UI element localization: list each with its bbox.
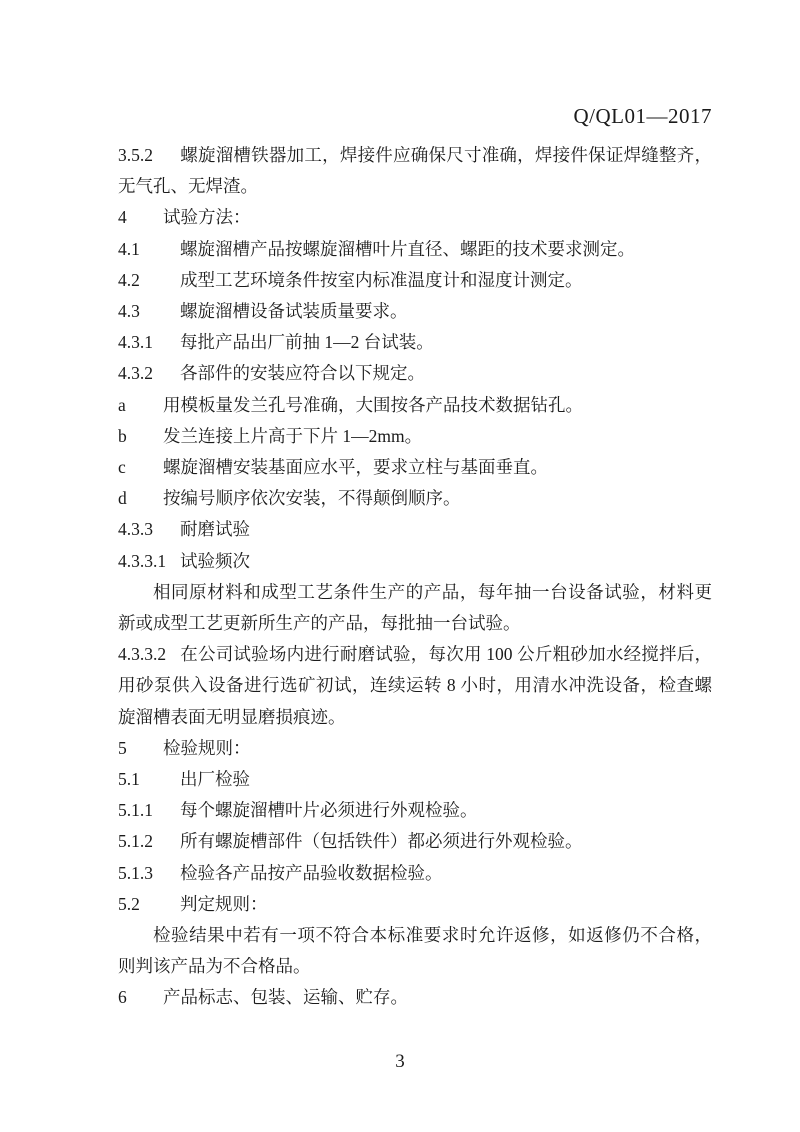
- clause-paragraph: [118, 982, 712, 1013]
- clause-number: d: [118, 488, 127, 509]
- clause-text: 每个螺旋溜槽叶片必须进行外观检验。: [180, 800, 478, 821]
- clause-number: 4.3.3.2: [118, 644, 167, 665]
- clause-text: 螺旋溜槽安装基面应水平，要求立柱与基面垂直。: [163, 457, 548, 478]
- clause-paragraph: [118, 140, 712, 202]
- clause-text: 各部件的安装应符合以下规定。: [180, 363, 425, 384]
- clause-number: 4: [118, 207, 127, 228]
- clause-paragraph: [118, 826, 712, 857]
- clause-text: 成型工艺环境条件按室内标准温度计和湿度计测定。: [180, 269, 583, 290]
- clause-number: 6: [118, 987, 127, 1008]
- clause-paragraph: [118, 795, 712, 826]
- clause-paragraph: [118, 358, 712, 389]
- clause-paragraph: [118, 889, 712, 920]
- clause-number: 4.2: [118, 269, 140, 290]
- clause-paragraph: [118, 202, 712, 233]
- clause-text: 所有螺旋槽部件（包括铁件）都必须进行外观检验。: [180, 831, 583, 852]
- clause-number: 4.3.3.1: [118, 550, 167, 571]
- clause-paragraph: [118, 858, 712, 889]
- clause-number: b: [118, 425, 127, 446]
- clause-number: 5.1.2: [118, 831, 153, 852]
- clause-paragraph: [118, 483, 712, 514]
- clause-text: 用模板量发兰孔号准确，大围按各产品技术数据钻孔。: [163, 394, 583, 415]
- clause-paragraph: [118, 390, 712, 421]
- clause-text: 试验频次: [180, 550, 250, 571]
- clause-paragraph: [118, 764, 712, 795]
- clause-number: 4.1: [118, 238, 140, 259]
- clause-paragraph: [118, 546, 712, 577]
- clause-text: 按编号顺序依次安装，不得颠倒顺序。: [163, 488, 461, 509]
- clause-number: 5.1: [118, 769, 140, 790]
- document-body: [118, 140, 712, 1014]
- clause-number: 5.1.3: [118, 862, 153, 883]
- clause-number: c: [118, 457, 126, 478]
- clause-number: 5.1.1: [118, 800, 153, 821]
- clause-text: 每批产品出厂前抽 1—2 台试装。: [180, 332, 434, 353]
- clause-text: 检验各产品按产品验收数据检验。: [180, 862, 443, 883]
- clause-number: 4.3.2: [118, 363, 153, 384]
- clause-paragraph: [118, 265, 712, 296]
- clause-text: 相同原材料和成型工艺条件生产的产品，每年抽一台设备试验，材料更新或成型工艺更新所生产的产品，每批抽一台试验。: [118, 581, 712, 634]
- clause-text: 试验方法：: [163, 207, 251, 228]
- clause-number: 5: [118, 737, 127, 758]
- clause-paragraph: [118, 577, 712, 639]
- clause-text: 检验规则：: [163, 737, 251, 758]
- page-footer: [0, 1049, 800, 1075]
- clause-number: 4.3.3: [118, 519, 153, 540]
- clause-text: 发兰连接上片高于下片 1—2mm。: [163, 425, 423, 446]
- clause-text: 出厂检验: [180, 769, 250, 790]
- clause-text: 检验结果中若有一项不符合本标准要求时允许返修，如返修仍不合格，则判该产品为不合格品。: [118, 925, 712, 977]
- clause-number: a: [118, 394, 126, 415]
- clause-number: 3.5.2: [118, 145, 153, 165]
- clause-paragraph: [118, 327, 712, 358]
- clause-paragraph: [118, 514, 712, 545]
- clause-text: 螺旋溜槽铁器加工，焊接件应确保尺寸准确，焊接件保证焊缝整齐，无气孔、无焊渣。: [118, 145, 712, 197]
- clause-text: 判定规则：: [180, 893, 268, 914]
- clause-text: 螺旋溜槽产品按螺旋溜槽叶片直径、螺距的技术要求测定。: [180, 238, 635, 259]
- clause-number: 4.3: [118, 301, 140, 322]
- clause-text: 产品标志、包装、运输、贮存。: [163, 987, 408, 1008]
- clause-text: 耐磨试验: [180, 519, 250, 540]
- clause-paragraph: [118, 296, 712, 327]
- clause-number: 5.2: [118, 893, 140, 914]
- page-header: [118, 103, 712, 129]
- clause-paragraph: [118, 234, 712, 265]
- clause-text: 螺旋溜槽设备试装质量要求。: [180, 301, 408, 322]
- page-number: 3: [395, 1051, 405, 1072]
- clause-paragraph: [118, 452, 712, 483]
- clause-text: 在公司试验场内进行耐磨试验，每次用 100 公斤粗砂加水经搅拌后，用砂泵供入设备进行选矿初试，连续运转 8 小时，用清水冲洗设备，检查螺旋溜槽表面无明显磨损痕迹。: [118, 644, 712, 727]
- clause-paragraph: [118, 920, 712, 982]
- standard-code: Q/QL01—2017: [573, 104, 712, 128]
- clause-paragraph: [118, 639, 712, 733]
- clause-number: 4.3.1: [118, 332, 153, 353]
- clause-paragraph: [118, 421, 712, 452]
- clause-paragraph: [118, 733, 712, 764]
